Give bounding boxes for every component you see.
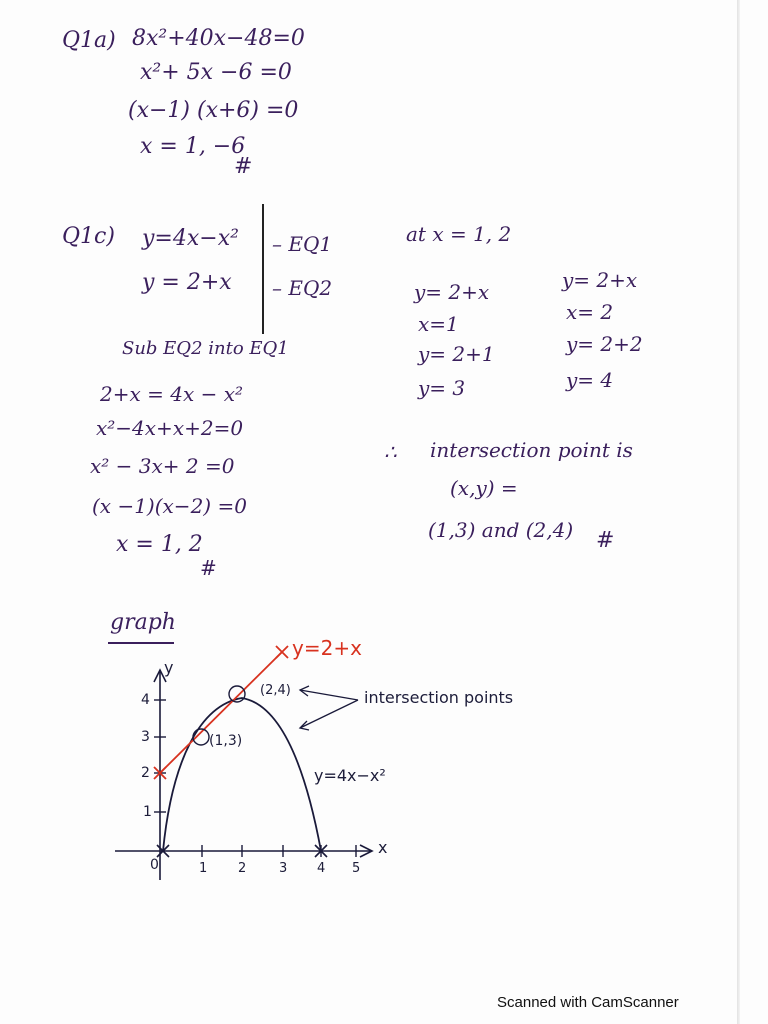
q1a-line1: 8x²+40x−48=0 <box>132 26 305 51</box>
annotation-arrow-lower <box>300 700 358 728</box>
q1c-step2: x²−4x+x+2=0 <box>96 416 244 440</box>
parabola-curve <box>163 698 321 851</box>
y-tick-label-1: 1 <box>143 804 152 820</box>
scanner-watermark: Scanned with CamScanner <box>497 994 679 1011</box>
q1c-eq1: y=4x−x² <box>142 226 239 251</box>
colB-line1: y= 2+x <box>562 268 638 292</box>
q1c-step4: (x −1)(x−2) =0 <box>92 494 247 518</box>
y-axis-label: y <box>164 658 174 677</box>
q1a-label: Q1a) <box>62 28 116 53</box>
line-label: y=2+x <box>292 636 362 660</box>
colB-line3: y= 2+2 <box>566 332 643 356</box>
intersection-annotation: intersection points <box>364 688 514 707</box>
annotation-arrow-upper <box>300 690 358 700</box>
colB-line2: x= 2 <box>566 300 614 324</box>
colA-line2: x=1 <box>418 312 459 336</box>
graph-heading: graph <box>110 610 176 635</box>
q1c-eq1-tag: – EQ1 <box>272 232 333 256</box>
x-tick-label-2: 2 <box>238 861 247 876</box>
q1a-line4: x = 1, −6 <box>140 134 246 159</box>
q1c-at-line: at x = 1, 2 <box>406 222 512 246</box>
x-axis-label: x <box>378 838 388 857</box>
curve-label: y=4x−x² <box>314 766 386 785</box>
line-y-2-plus-x <box>160 652 282 773</box>
conclusion-line1: intersection point is <box>430 438 633 462</box>
q1c-step5: x = 1, 2 <box>116 532 203 557</box>
line-end-cross <box>276 646 288 658</box>
colA-line3: y= 2+1 <box>418 342 495 366</box>
y-tick-label-4: 4 <box>141 692 150 708</box>
q1c-sub-note: Sub EQ2 into EQ1 <box>122 338 289 359</box>
point-label-2-4: (2,4) <box>260 683 291 698</box>
q1c-label: Q1c) <box>62 224 115 249</box>
colA-line1: y= 2+x <box>414 280 490 304</box>
y-tick-label-3: 3 <box>141 729 150 745</box>
q1a-line3: (x−1) (x+6) =0 <box>128 98 299 123</box>
q1c-step5-mark: # <box>200 556 217 580</box>
q1a-done-mark: # <box>234 154 253 179</box>
origin-label: 0 <box>150 857 159 873</box>
x-tick-label-3: 3 <box>279 861 288 876</box>
q1c-eq2: y = 2+x <box>142 270 232 295</box>
conclusion-line2: (x,y) = <box>450 476 518 500</box>
q1c-eq2-tag: – EQ2 <box>272 276 333 300</box>
point-label-1-3: (1,3) <box>209 733 243 749</box>
colA-line4: y= 3 <box>418 376 466 400</box>
conclusion-line3: (1,3) and (2,4) <box>428 518 574 542</box>
q1a-line2: x²+ 5x −6 =0 <box>140 60 292 85</box>
y-tick-label-2: 2 <box>141 765 150 781</box>
therefore-symbol: ∴ <box>384 440 397 464</box>
q1c-step1: 2+x = 4x − x² <box>100 382 244 406</box>
colB-line4: y= 4 <box>566 368 614 392</box>
q1c-step3: x² − 3x+ 2 =0 <box>90 454 235 478</box>
x-tick-label-4: 4 <box>317 861 326 876</box>
conclusion-mark: # <box>596 528 615 553</box>
x-tick-label-5: 5 <box>352 861 361 876</box>
x-tick-label-1: 1 <box>199 861 208 876</box>
